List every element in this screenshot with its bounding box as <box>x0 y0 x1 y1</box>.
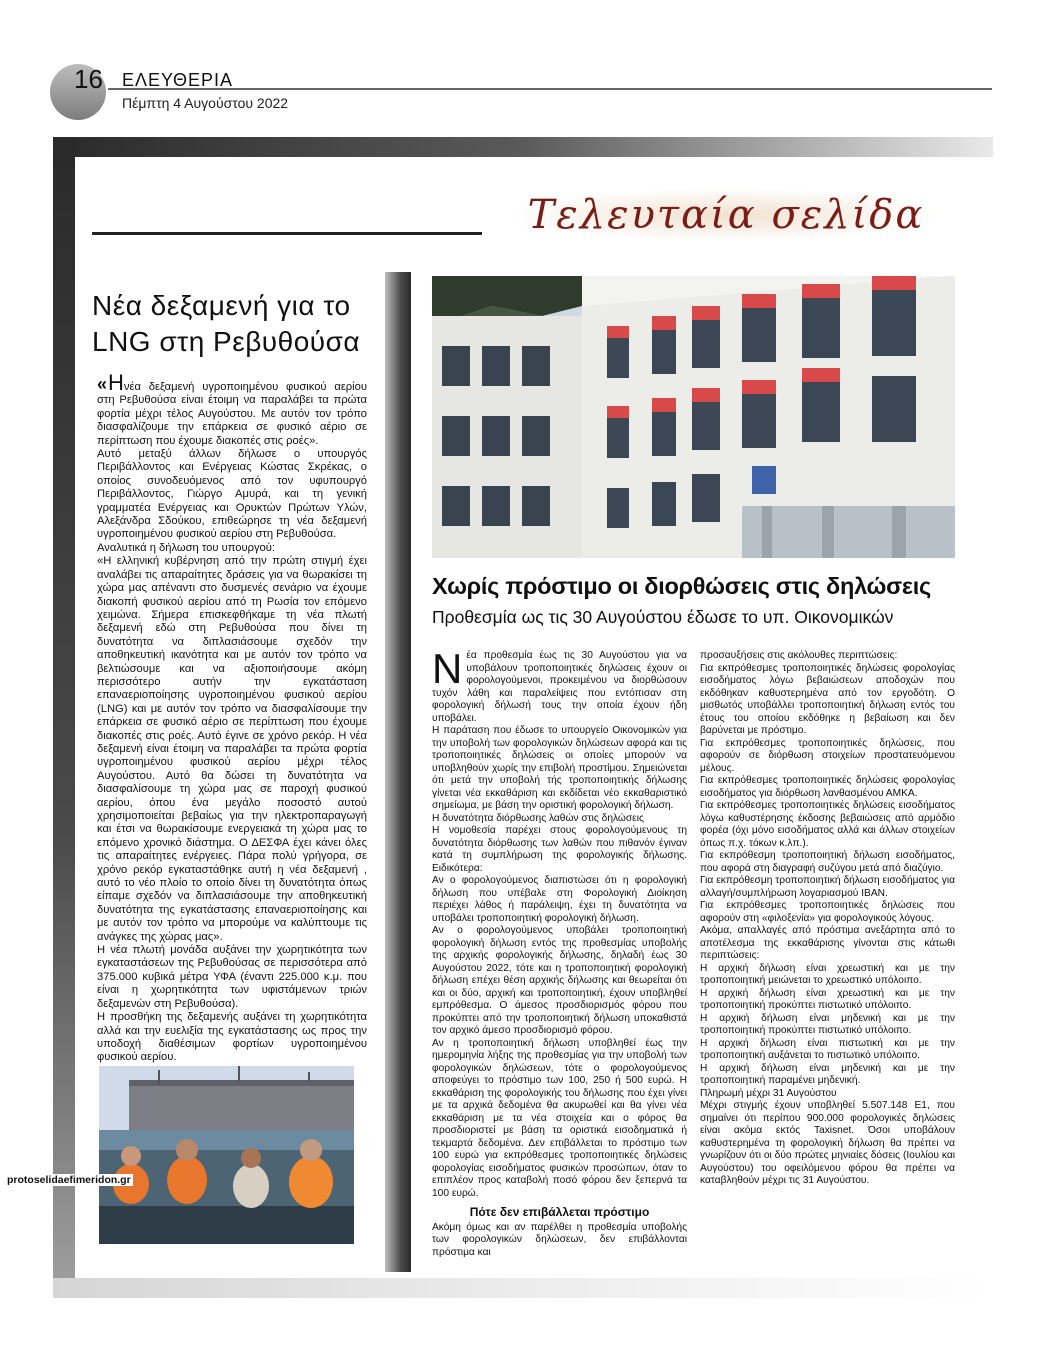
fines-paragraph: Η νομοθεσία παρέχει στους φορολογούμενους τη δυνατότητα διόρθωσης των λαθών που πιθανόν έγιναν κατά τη συμπλήρωση της φορολογικής δήλωσης. Ειδικότερα: <box>432 825 687 874</box>
lng-article-title: Νέα δεξαμενή για το LNG στη Ρεβυθούσα <box>92 290 361 357</box>
fines-paragraph: Αν η τροποποιητική δήλωση υποβληθεί έως την ημερομηνία λήξης της προθεσμίας για την υποβολή των φορολογικών δηλώσεων, τότε ο φορολογούμενος αποφεύγει το πρόστιμο των 100, 250 ή 500 ευρώ. Η εκκαθάριση της φορολογικής του δήλωσης που έχει γίνει με τα αρχικά δεδομένα θα ακυρωθεί και θα γίνει νέα εκκαθάριση με τα νέα στοιχεία και ο φόρος θα προσδιοριστεί με βάση τα οριστικά εισοδηματικά ή τεκμαρτά δεδομένα. Δεν επιβάλλεται το πρόστιμο των 100 ευρώ για εκπρόθεσμες τροποποιητικές δηλώσεις φορολογίας εισοδήματος φυσικών προσώπων, όταν το επιπλέον προς καταβολή ποσό φόρου δεν ξεπερνά τα 100 ευρώ. <box>432 1037 687 1199</box>
fines-column-1 <box>432 645 687 1259</box>
lng-article-body <box>97 370 367 1065</box>
fines-paragraph: Η αρχική δήλωση είναι πιστωτική και με την τροποποιητική αυξάνεται το πιστωτικό υπόλοιπο. <box>700 1037 955 1061</box>
building-illustration <box>432 276 955 558</box>
fines-paragraph: Η αρχική δήλωση είναι μηδενική και με την τροποποιητική προκύπτει πιστωτικό υπόλοιπο. <box>700 1012 955 1036</box>
lng-paragraph: Η νέα πλωτή μονάδα αυξάνει την χωρητικότητα των εγκαταστάσεων της Ρεβυθούσας σε περισσότερα από 375.000 κυβικά μέτρα ΥΦΑ (έναντι 225.000 κ.μ. που είναι η χωρητικότητα των υφιστάμενων τριών δεξαμενών στη Ρεβυθούσα). <box>97 944 367 1010</box>
fines-paragraph: προσαυξήσεις στις ακόλουθες περιπτώσεις: <box>700 650 898 661</box>
lng-paragraph: Η προσθήκη της δεξαμενής αυξάνει τη χωρητικότητα αλλά και την ευελιξία της εγκατάστασης ως προς την υποδοχή διαθέσιμων φορτίων υγροποιημένου φυσικού αερίου. <box>97 1011 367 1064</box>
officials-boat-illustration <box>99 1066 354 1244</box>
lng-paragraph: Αναλυτικά η δήλωση του υπουργού: <box>97 541 276 554</box>
lng-paragraph: Αυτό μεταξύ άλλων δήλωσε ο υπουργός Περιβάλλοντος και Ενέργειας Κώστας Σκρέκας, ο οποίος συνοδευόμενος από τον υφυπουργό Περιβάλλοντος, Γιώργο Αμυρά, και τη γενική γραμματέα Ενέργειας και Ορυκτών Πρώτων Υλών, Αλεξάνδρα Σδούκου, επιθεώρησε τη νέα δεξαμενή υγροποιημένου φυσικού αερίου στη Ρεβυθούσα. <box>97 448 367 541</box>
lng-lead-paragraph: «Ηνέα δεξαμενή υγροποιημένου φυσικού αερίου στη Ρεβυθούσα είναι έτοιμη να παραλάβει τα πρώτα φορτία μέχρι τέλος Αυγούστου. Με αυτόν τον τρόπο διασφαλίζουμε την επάρκεια σε φυσικό αέριο σε περίπτωση που έχουμε διακοπές στις ροές». <box>97 370 367 447</box>
fines-paragraph: Η αρχική δήλωση είναι χρεωστική και με την τροποποιητική προκύπτει πιστωτικό υπόλοιπο. <box>700 987 955 1011</box>
fines-paragraph: Για εκπρόθεσμες τροποποιητικές δηλώσεις φορολογίας εισοδήματος λόγω βεβαιώσεων αποδοχών που εκδόθηκαν καθυστερημένα από τον εργοδότη. Ο μισθωτός υποβάλλει τροποποιητική δήλωση εντός του έτους του οποίου εκδόθηκε η βεβαίωση και δεν βαρύνεται με πρόστιμο. <box>700 662 955 736</box>
fines-article-subtitle: Προθεσμία ως τις 30 Αυγούστου έδωσε το υπ. Οικονομικών <box>432 607 894 627</box>
fines-paragraph: Η αρχική δήλωση είναι χρεωστική και με την τροποποιητική μειώνεται το χρεωστικό υπόλοιπο. <box>700 962 955 986</box>
page-number: 16 <box>74 64 103 94</box>
fines-paragraph: Η αρχική δήλωση είναι μηδενική και με την τροποποιητική παραμένει μηδενική. <box>700 1062 955 1086</box>
building-photo <box>432 276 955 558</box>
fines-paragraph: Για εκπρόθεσμες τροποποιητικές δηλώσεις, που αφορούν σε διόρθωση στοιχείων προστατευόμενου μέλους. <box>700 737 955 774</box>
column-divider <box>385 272 411 1272</box>
drop-cap: Ν <box>432 645 463 692</box>
section-title: Τελευταία σελίδα <box>506 188 946 242</box>
fines-paragraph: Για εκπρόθεσμη τροποποιητική δήλωση εισοδήματος για αλλαγή/συμπλήρωση λογαριασμού IBAN. <box>700 875 955 899</box>
fines-paragraph: Μέχρι στιγμής έχουν υποβληθεί 5.507.148 Ε1, που σημαίνει ότι περίπου 900.000 φορολογικές δηλώσεις είναι ακόμα εκτός Taxisnet. Όσοι υποβάλουν καθυστερημένα τη φορολογική δήλωση θα πρέπει να γνωρίζουν ότι οι δύο πρώτες μηνιαίες δόσεις (Ιουλίου και Αυγούστου) του οφειλόμενου φόρου θα πρέπει να καταβληθούν μέχρι τις 31 Αυγούστου. <box>700 1100 955 1186</box>
fines-paragraph: Για εκπρόθεσμες τροποποιητικές δηλώσεις φορολογίας εισοδήματος για διόρθωση λανθασμένου ΑΜΚΑ. <box>700 775 955 799</box>
fines-paragraph: Η παράταση που έδωσε το υπουργείο Οικονομικών για την υποβολή των φορολογικών δηλώσεων αφορά και τις τροποποιητικές δηλώσεις οι οποίες μπορούν να υποβληθούν χωρίς την επιβολή προστίμου. Σημειώνεται ότι μετά την υποβολή τής τροποποιητικής δήλωσης γίνεται νέα εκκαθάριση και εκδίδεται νέο εκκαθαριστικό σημείωμα, με βάση την οριστική φορολογική δήλωση. <box>432 725 687 811</box>
fines-paragraph: Αν ο φορολογούμενος υποβάλει τροποποιητική φορολογική δήλωση εντός της προθεσμίας υποβολής της αρχικής φορολογικής δήλωσης, δηλαδή έως 30 Αυγούστου 2022, τότε και η τροποποιητική φορολογική δήλωση επέχει θέση αρχικής δήλωσης και θεωρείται ότι και οι δύο, αρχική και τροποποιητική, έχουν υποβληθεί εμπρόθεσμα. Ο άμεσος προσδιορισμός φόρου που προκύπτει από την τροποποιητική δήλωση υποκαθιστά τον αρχικό άμεσο προσδιορισμό φόρου. <box>432 925 687 1036</box>
fines-paragraph: Ακόμη όμως και αν παρέλθει η προθεσμία υποβολής των φορολογικών δηλώσεων, δεν επιβάλλονται πρόστιμα και <box>432 1221 687 1258</box>
fines-paragraph: Αν ο φορολογούμενος διαπιστώσει ότι η φορολογική δήλωση που υπέβαλε στη Φορολογική Διοίκηση περιέχει λάθος ή παράλειψη, έχει τη δυνατότητα να υποβάλει τροποποιητική φορολογική δήλωση. <box>432 875 687 924</box>
fines-paragraph: Πληρωμή μέχρι 31 Αυγούστου <box>700 1087 837 1099</box>
fines-paragraph: Η δυνατότητα διόρθωσης λαθών στις δηλώσεις <box>432 812 644 824</box>
fines-paragraph: Για εκπρόθεσμες τροποποιητικές δηλώσεις εισοδήματος λόγω καθυστέρησης έκδοσης βεβαιώσεις από αρμόδιο φορέα (όχι μόνο εισοδήματος αλλά και άλλων στοιχείων όπως π.χ. τόκων κ.λπ.). <box>700 800 955 849</box>
watermark: protoselidaefimeridon.gr <box>7 1174 131 1186</box>
frame-bottom-bar <box>53 1278 993 1298</box>
fines-subheading: Πότε δεν επιβάλλεται πρόστιμο <box>469 1205 650 1219</box>
newspaper-name: ΕΛΕΥΘΕΡΙΑ <box>122 70 234 90</box>
fines-paragraph: Για εκπρόθεσμες τροποποιητικές δηλώσεις που αφορούν στη «φιλοξενία» για φορολογικούς λόγους. <box>700 900 955 924</box>
fines-paragraph: Για εκπρόθεσμη τροποποιητική δήλωση εισοδήματος, που αφορά στη διαγραφή συζύγου μετά από διαζύγιο. <box>700 850 955 874</box>
header-rule <box>108 88 992 90</box>
fines-column-2 <box>700 650 955 1188</box>
issue-date: Πέμπτη 4 Αυγούστου 2022 <box>122 95 289 111</box>
lng-paragraph: «Η ελληνική κυβέρνηση από την πρώτη στιγμή έχει αναλάβει τις απαραίτητες δράσεις για να θωρακίσει τη χώρα μας απέναντι στο δυσμενές σενάριο να έχουμε διακοπή φυσικού αερίου από τη Ρωσία τον επόμενο χειμώνα. Σήμερα επισκεφθήκαμε τη νέα πλωτή δεξαμενή εδώ στη Ρεβυθούσα που δίνει τη δυνατότητα να διπλασιάσουμε σχεδόν την αποθηκευτική ικανότητα και με αυτόν τον τρόπο να βελτιώσουμε και να αξιοποιήσουμε ακόμη περισσότερο αυτήν την εγκατάσταση επαναεριοποίησης υγροποιημένου φυσικού αερίου (LNG) και με αυτόν τον τρόπο να διασφαλίσουμε την επάρκεια σε φυσικό αέριο σε περίπτωση που έχουμε διακοπές στις ροές. Αυτό έγινε σε χρόνο ρεκόρ. Η νέα δεξαμενή είναι έτοιμη να παραλάβει τα πρώτα φορτία υγροποιημένου φυσικού αερίου μέχρι τέλος Αυγούστου. Αυτό θα δώσει τη δυνατότητα να διασφαλίσουμε τη χώρα μας σε παροχή φυσικού αερίου, όπου ένα μεγάλο ποσοστό αυτού χρησιμοποιείται βεβαίως για την ηλεκτροπαραγωγή και έτσι να θωρακίσουμε ενεργειακά τη χώρα μας το επόμενο χρονικό διάστημα. Ο ΔΕΣΦΑ έχει κάνει όλες τις απαραίτητες ενέργειες. Πάρα πολύ γρήγορα, σε χρόνο ρεκόρ εγκαταστάθηκε αυτή η νέα δεξαμενή , αυτό το νέο πλοίο το οποίο δίνει τη δυνατότητα όπως είπαμε σχεδόν να διπλασιάσουμε την αποθηκευτική δυνατότητα της εγκατάστασης επαναεριοποίησης και με αυτόν τον τρόπο να μπορούμε να καλύπτουμε τις ανάγκες της χώρας μας». <box>97 555 367 943</box>
section-rule <box>92 232 482 235</box>
frame-left-bar <box>53 137 75 1297</box>
fines-paragraph: Ακόμα, απαλλαγές από πρόστιμα ανεξάρτητα από το αποτέλεσμα της εκκαθάρισης γίνονται στις κάτωθι περιπτώσεις: <box>700 925 955 961</box>
fines-article-title: Χωρίς πρόστιμο οι διορθώσεις στις δηλώσεις <box>432 573 931 599</box>
frame-top-bar <box>53 137 993 157</box>
fines-lead-paragraph: Νέα προθεσμία έως τις 30 Αυγούστου για να υποβάλουν τροποποιητικές δηλώσεις έχουν οι φορολογούμενοι, προκειμένου να διορθώσουν τυχόν λάθη και παραλείψεις που εντόπισαν στη φορολογική δήλωσή τους την οποία έχουν ήδη υποβάλει. <box>432 645 687 724</box>
officials-boat-photo <box>99 1066 354 1244</box>
